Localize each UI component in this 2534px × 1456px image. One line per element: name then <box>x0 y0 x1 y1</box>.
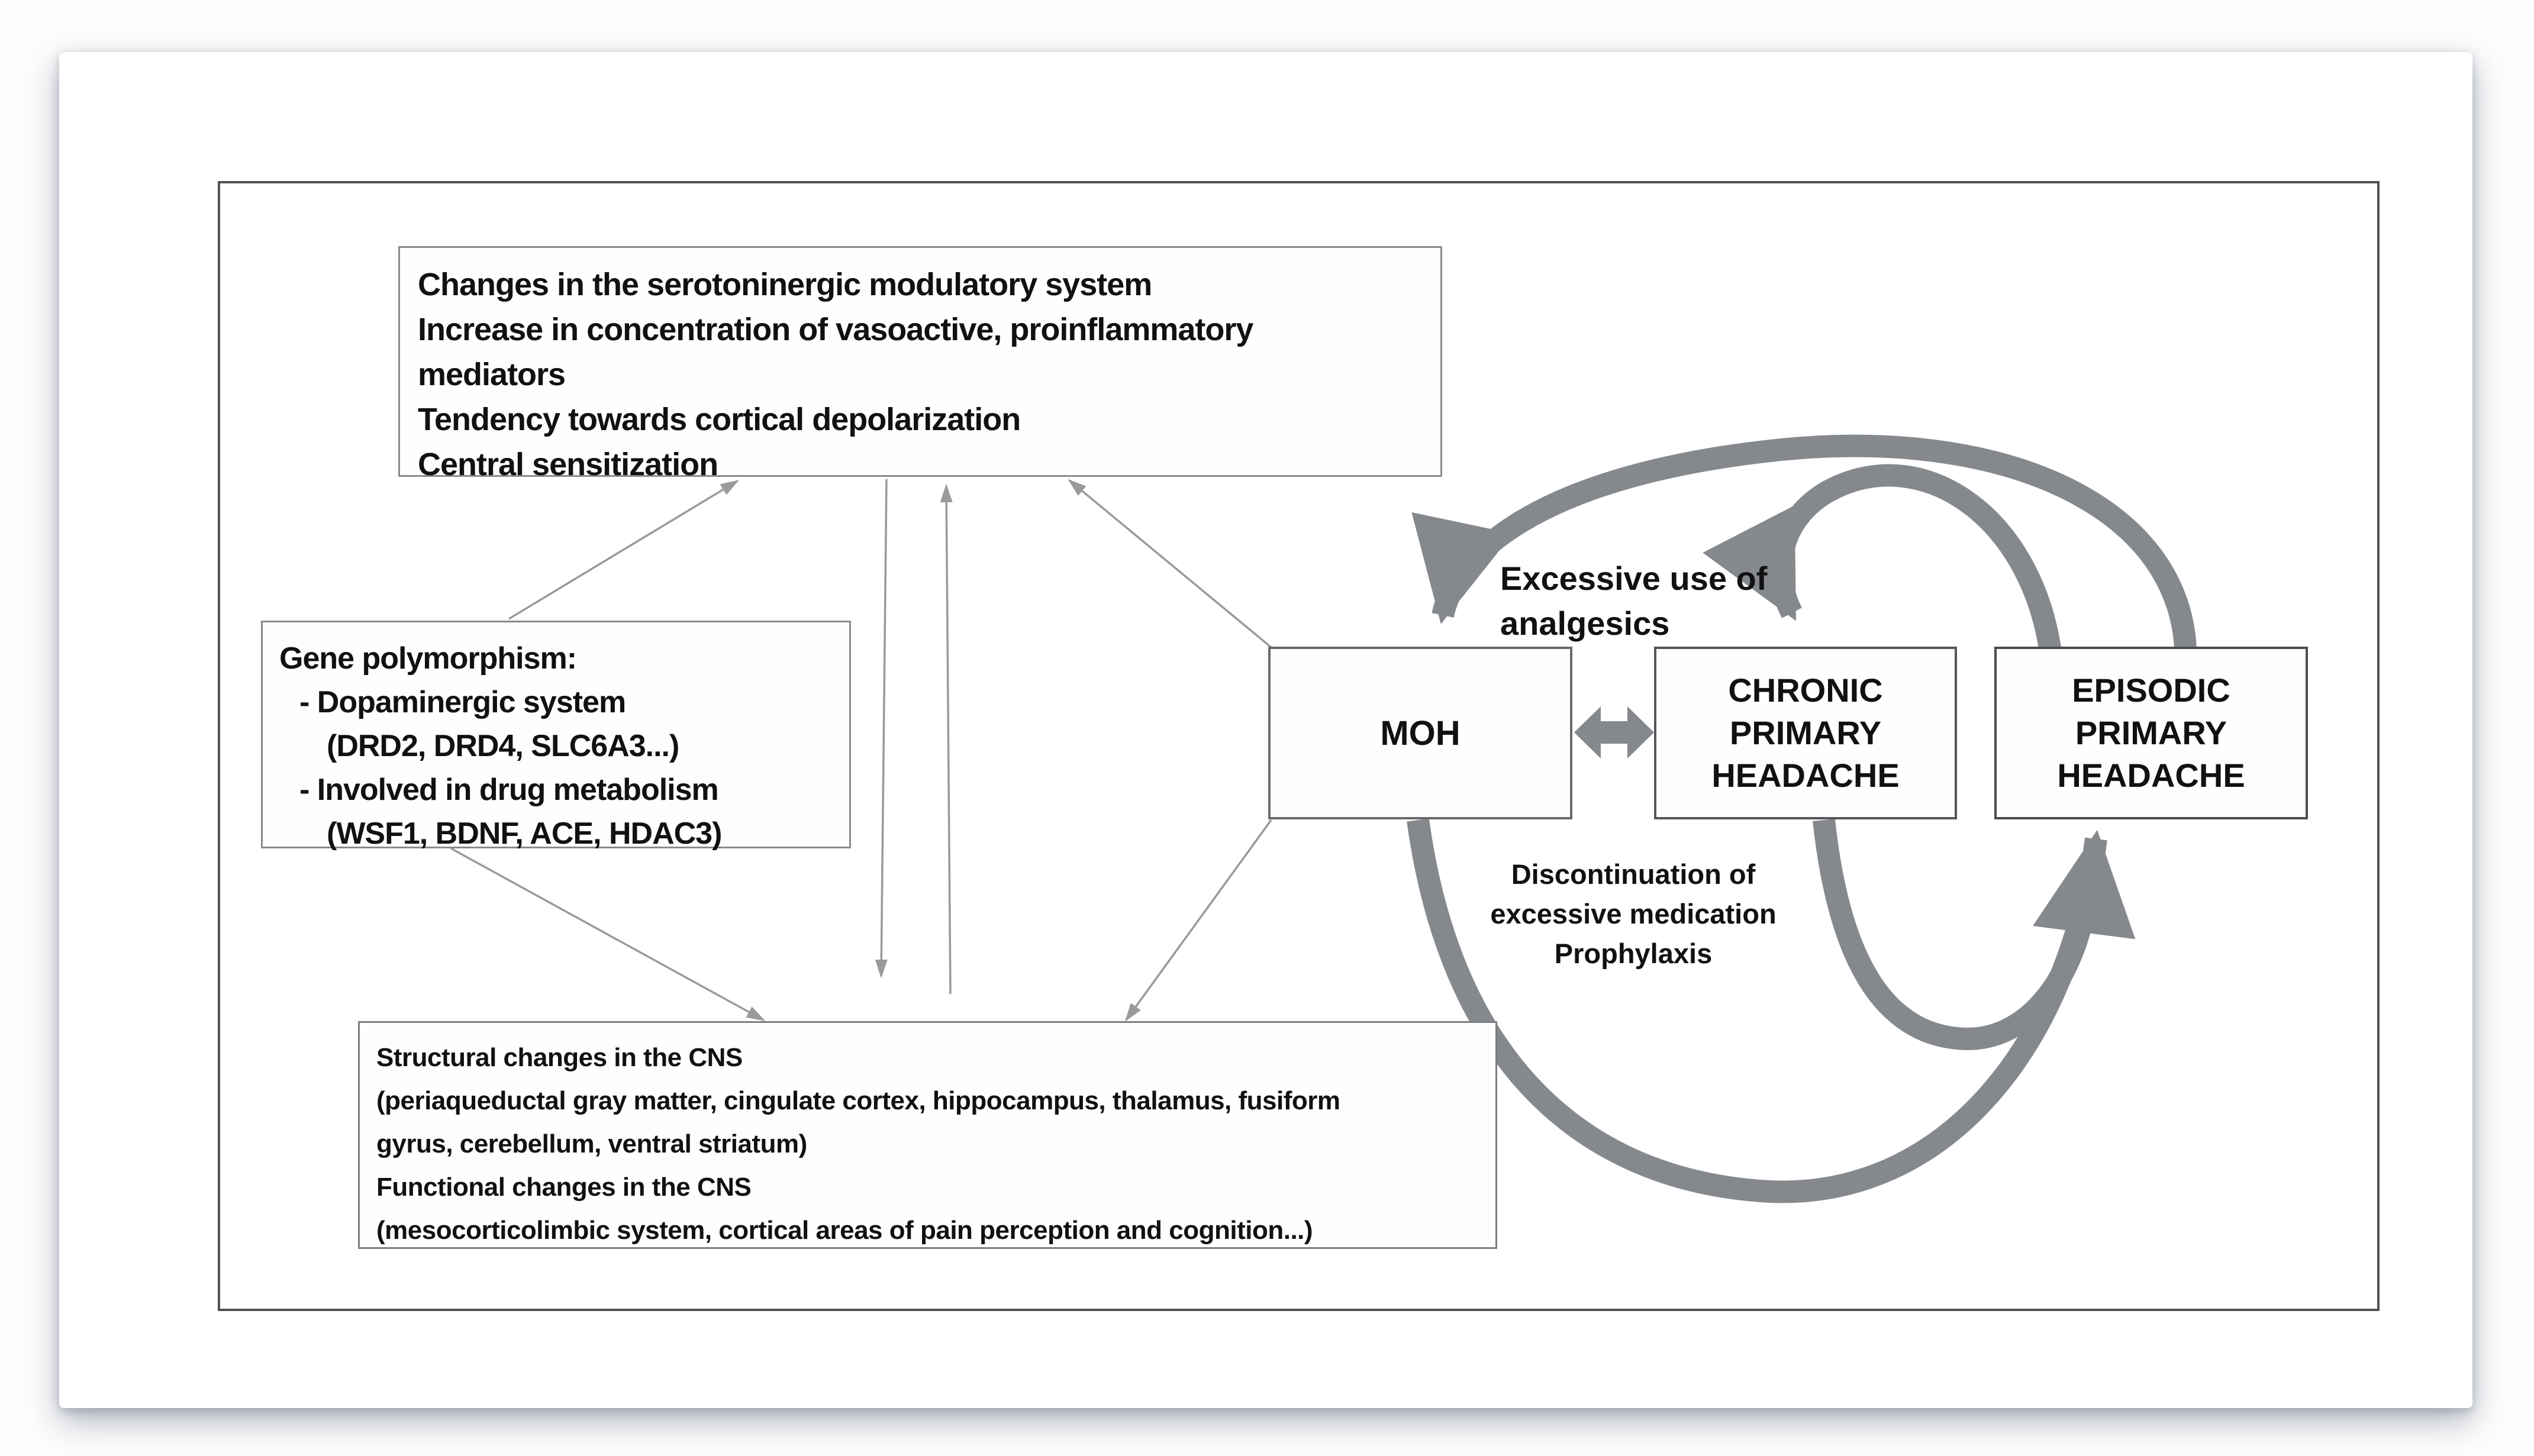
box-text-line: (mesocorticolimbic system, cortical areas of pain perception and cognition...) <box>376 1216 1313 1245</box>
box-text-line: Changes in the serotoninergic modulatory system <box>418 267 1152 302</box>
box-text-line: Structural changes in the CNS <box>376 1043 743 1072</box>
box-text-line: PRIMARY <box>2075 714 2227 751</box>
moh-box <box>1268 647 1572 819</box>
gene-to-top-arrow <box>509 481 737 619</box>
box-text-line: Increase in concentration of vasoactive, proinflammatory <box>418 312 1253 347</box>
annot-line: Prophylaxis <box>1554 938 1713 969</box>
box-text-line: EPISODIC <box>2072 671 2230 709</box>
moh-to-cns-arrow <box>1126 820 1271 1020</box>
box-text-line: Tendency towards cortical depolarization <box>418 402 1021 437</box>
box-text-line: HEADACHE <box>1711 757 1900 794</box>
figure-card <box>59 52 2472 1408</box>
moh-chronic-double-arrow <box>1574 706 1654 758</box>
excessive-use-arc-to-chronic-arrow <box>1781 476 2052 667</box>
annot-line: excessive medication <box>1490 898 1777 929</box>
excessive-use-label <box>1500 556 1767 646</box>
box-text-line: (DRD2, DRD4, SLC6A3...) <box>327 729 679 763</box>
gene-to-cns-arrow <box>451 848 763 1020</box>
box-text-line: CHRONIC <box>1728 671 1883 709</box>
cns-to-top-arrow <box>946 486 950 994</box>
box-text-line: Functional changes in the CNS <box>376 1173 752 1202</box>
box-text-line: HEADACHE <box>2057 757 2245 794</box>
box-text-line: gyrus, cerebellum, ventral striatum) <box>376 1129 807 1158</box>
gene-polymorphism-box <box>261 621 851 851</box>
box-text-line: (periaqueductal gray matter, cingulate cortex, hippocampus, thalamus, fusiform <box>376 1086 1340 1115</box>
chronic-primary-headache-box <box>1654 647 1957 819</box>
box-text-line: mediators <box>418 357 566 392</box>
annot-line: Discontinuation of <box>1511 858 1756 890</box>
box-text-line: Gene polymorphism: <box>279 641 577 676</box>
box-text-line: PRIMARY <box>1729 714 1882 751</box>
moh-label: MOH <box>1380 714 1461 753</box>
moh-to-top-arrow <box>1069 480 1271 647</box>
box-text-line: (WSF1, BDNF, ACE, HDAC3) <box>327 816 722 851</box>
box-text-line: - Dopaminergic system <box>299 685 626 719</box>
annot-line: analgesics <box>1500 605 1670 642</box>
serotoninergic-changes-box <box>398 246 1442 482</box>
annot-line: Excessive use of <box>1500 560 1768 597</box>
top-to-cns-arrow <box>881 479 886 976</box>
box-text-line: Central sensitization <box>418 447 718 482</box>
box-text-line: - Involved in drug metabolism <box>299 773 718 807</box>
episodic-primary-headache-box <box>1994 647 2308 819</box>
cns-changes-box <box>358 1021 1497 1249</box>
discontinuation-arc-chronic-to-episodic-arrow <box>1824 820 2086 1039</box>
discontinuation-label <box>1474 854 1793 973</box>
